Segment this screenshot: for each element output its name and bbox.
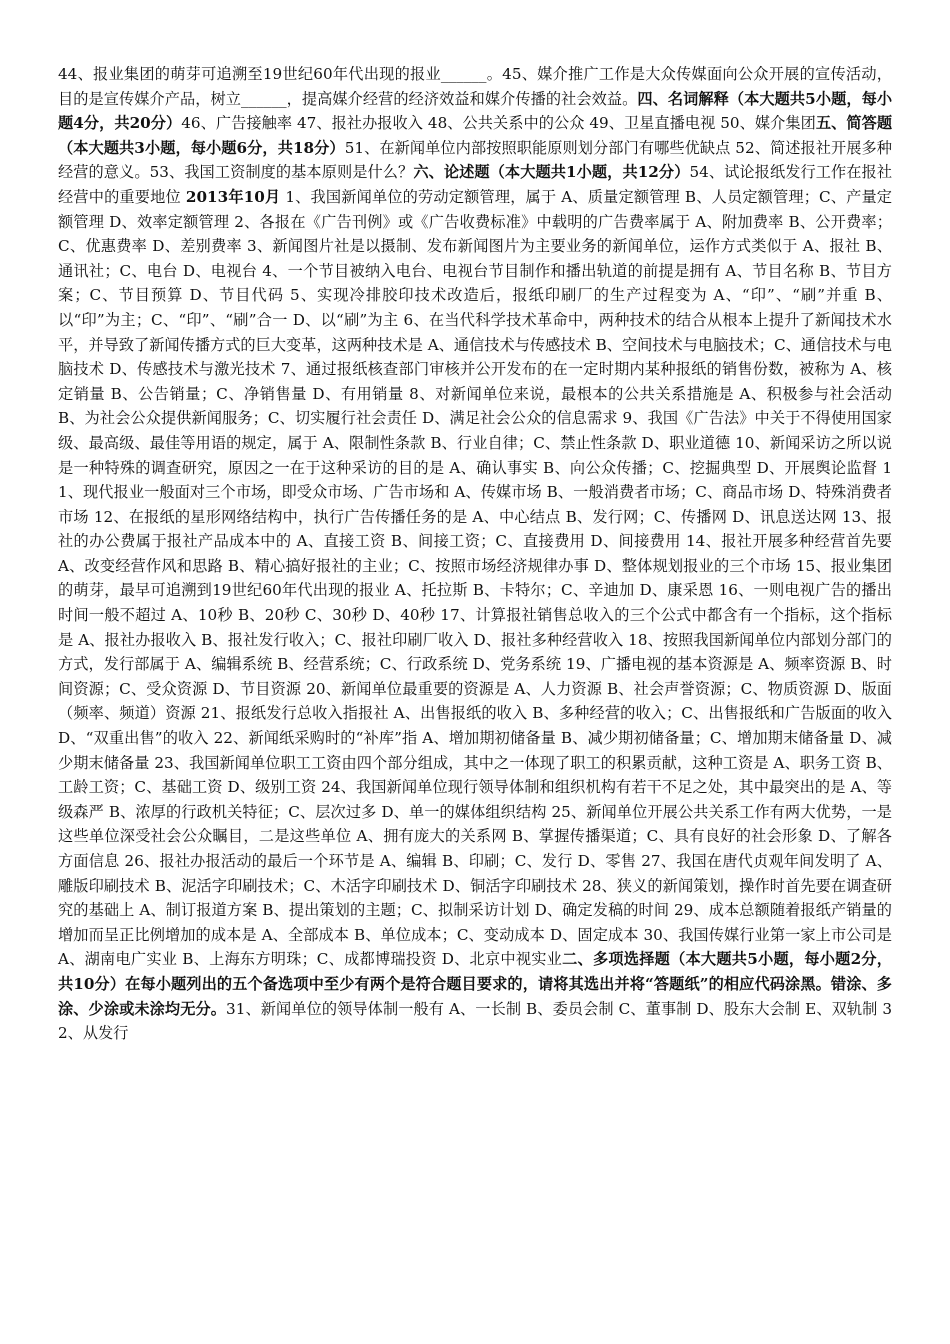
text-segment: 31、新闻单位的领导体制一般有 A、一长制 B、委员会制 C、董事制 D、股东大会制 E、双轨制 32、从发行 [58,999,893,1043]
text-segment: 46、广告接触率 47、报社办报收入 48、公共关系中的公众 49、卫星直播电视 50、媒介集团 [181,114,816,133]
exam-date-heading: 2013年10月 [185,187,281,206]
text-segment: 54、试论报纸发行工作在报社经营中的重要地位 [58,163,893,206]
section-heading-multiple-choice: 二、多项选择题（本大题共5小题，每小题2分，共10分）在每小题列出的五个备选项中至少有两个是符合题目要求的，请将其选出并将“答题纸”的相应代码涂黑。错涂、多涂、少涂或未涂均无分。 [58,950,892,1018]
text-segment: 44、报业集团的萌芽可追溯至19世纪60年代出现的报业______。45、媒介推广工作是大众传媒面向公众开展的宣传活动，目的是宣传媒介产品，树立______，提高媒介经营的经济效益和媒介传播的社会效益。 [58,65,892,108]
exam-text [58,62,892,1046]
section-heading-essay: 六、论述题（本大题共1小题，共12分） [413,163,690,182]
section-heading-noun-explanation: 四、名词解释（本大题共5小题，每小题4分，共20分） [58,89,893,133]
section-heading-short-answer: 五、简答题（本大题共3小题，每小题6分，共18分） [58,114,893,157]
text-segment: 51、在新闻单位内部按照职能原则划分部门有哪些优缺点 52、简述报社开展多种经营的意义。53、我国工资制度的基本原则是什么？ [58,138,892,182]
single-choice-questions: 1、我国新闻单位的劳动定额管理，属于 A、质量定额管理 B、人员定额管理；C、产量定额管理 D、效率定额管理 2、各报在《广告刊例》或《广告收费标准》中载明的广告费率属于 A、附加费率 B、公开费率；C、优惠费率 D、差别费率 3、新闻图片社是以摄制、发布新闻图片为主要业务的新闻单位，运作方式类似于 A、报社 B、通讯社；C、电台 D、电视台 4、一个节目被纳入电台、电视台节目制作和播出轨道的前提是拥有 A、节目名称 B、节目方案；C、节目预算 D、节目代码 5、实现冷排胶印技术改造后，报纸印刷厂的生产过程变为 A、“印”、“刷”并重 B、以“印”为主；C、“印”、“刷”合一 D、以“刷”为主 6、在当代科学技术革命中，两种技术的结合从根本上提升了新闻技术水平，并导致了新闻传播方式的巨大变革，这两种技术是 A、通信技术与传感技术 B、空间技术与电脑技术；C、通信技术与电脑技术 D、传感技术与激光技术 7、通过报纸核查部门审核并公开发布的在一定时期内某种报纸的销售份数，被称为 A、核定销量 B、公告销量；C、净销售量 D、有用销量 8、对新闻单位来说，最根本的公共关系措施是 A、积极参与社会活动 B、为社会公众提供新闻服务；C、切实履行社会责任 D、满足社会公众的信息需求 9、我国《广告法》中关于不得使用国家级、最高级、最佳等用语的规定，属于 A、限制性条款 B、行业自律；C、禁止性条款 D、职业道德 10、新闻采访之所以说是一种特殊的调查研究，原因之一在于这种采访的目的是 A、确认事实 B、向公众传播；C、挖掘典型 D、开展舆论监督 11、现代报业一般面对三个市场，即受众市场、广告市场和 A、传媒市场 B、一般消费者市场；C、商品市场 D、特殊消费者市场 12、在报纸的星形网络结构中，执行广告传播任务的是 A、中心结点 B、发行网；C、传播网 D、讯息送达网 13、报社的办公费属于报社产品成本中的 A、直接工资 B、间接工资；C、直接费用 D、间接费用 14、报社开展多种经营首先要 A、改变经营作风和思路 B、精心搞好报社的主业；C、按照市场经济规律办事 D、整体规划报业的三个市场 15、报业集团的萌芽，最早可追溯到19世纪60年代出现的报业 A、托拉斯 B、卡特尔；C、辛迪加 D、康采恩 16、一则电视广告的播出时间一般不超过 A、10秒 B、20秒 C、30秒 D、40秒 17、计算报社销售总收入的三个公式中都含有一个指标，这个指标是 A、报社办报收入 B、报社发行收入；C、报社印刷厂收入 D、报社多种经营收入 18、按照我国新闻单位内部划分部门的方式，发行部属于 A、编辑系统 B、经营系统；C、行政系统 D、党务系统 19、广播电视的基本资源是 A、频率资源 B、时间资源；C、受众资源 D、节目资源 20、新闻单位最重要的资源是 A、人力资源 B、社会声誉资源；C、物质资源 D、版面（频率、频道）资源 21、报纸发行总收入指报社 A、出售报纸的收入 B、多种经营的收入；C、出售报纸和广告版面的收入 D、“双重出售”的收入 22、新闻纸采购时的“补库”指 A、增加期初储备量 B、减少期初储备量；C、增加期末储备量 D、减少期末储备量 23、我国新闻单位职工工资由四个部分组成，其中之一体现了职工的积累贡献，这种工资是 A、职务工资 B、工龄工资；C、基础工资 D、级别工资 24、我国新闻单位现行领导体制和组织机构有若干不足之处，其中最突出的是 A、等级森严 B、浓厚的行政机关特征；C、层次过多 D、单一的媒体组织结构 25、新闻单位开展公共关系工作有两大优势，一是这些单位深受社会公众瞩目，二是这些单位 A、拥有庞大的关系网 B、掌握传播渠道；C、具有良好的社会形象 D、了解各方面信息 26、报社办报活动的最后一个环节是 A、编辑 B、印刷；C、发行 D、零售 27、我国在唐代贞观年间发明了 A、雕版印刷技术 B、泥活字印刷技术；C、木活字印刷技术 D、铜活字印刷技术 28、狭义的新闻策划，操作时首先要在调查研究的基础上 A、制订报道方案 B、提出策划的主题；C、拟制采访计划 D、确定发稿的时间 29、成本总额随着报纸产销量的增加而呈正比例增加的成本是 A、全部成本 B、单位成本；C、变动成本 D、固定成本 30、我国传媒行业第一家上市公司是 A、湖南电广实业 B、上海东方明珠；C、成都博瑞投资 D、北京中视实业 [58,187,892,969]
